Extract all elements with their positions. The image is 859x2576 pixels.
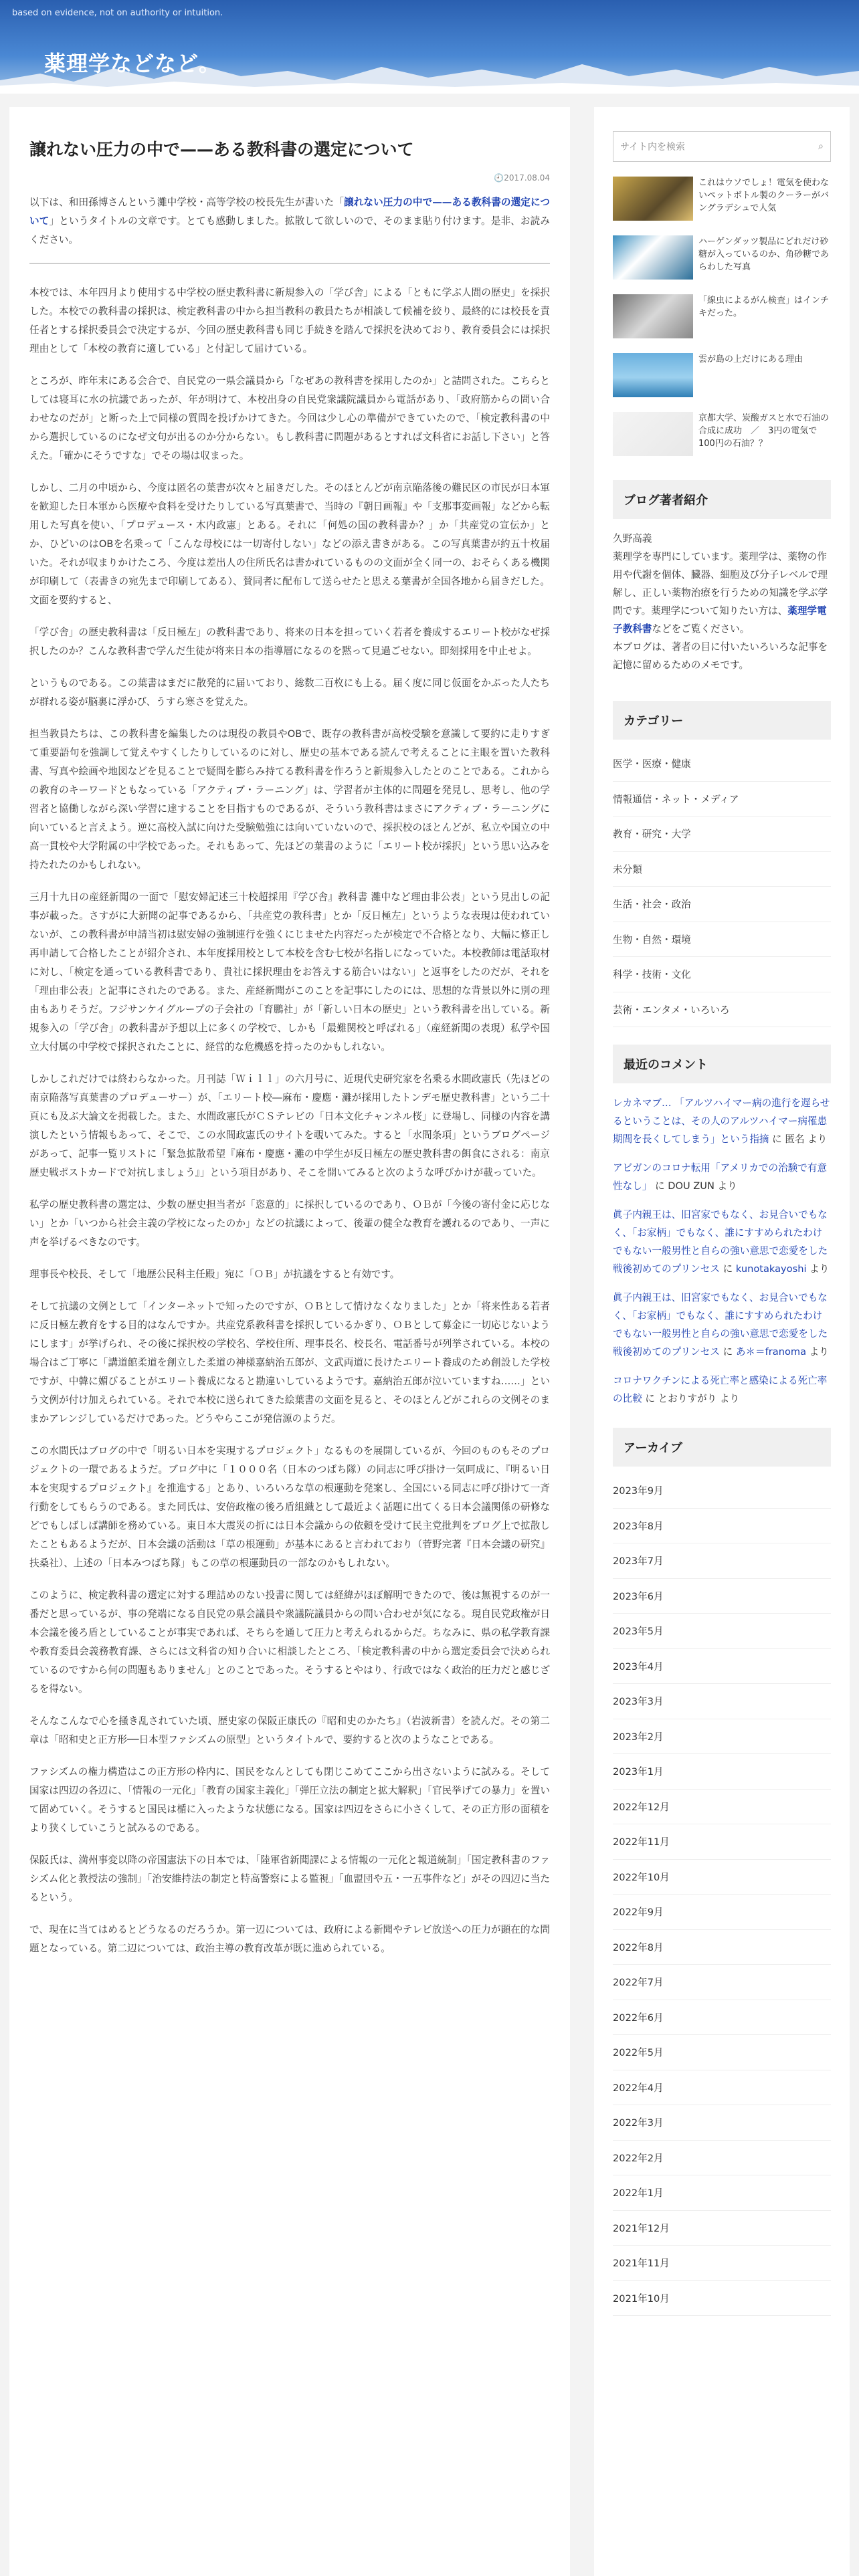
archive-item[interactable]: 2022年8月 — [613, 1930, 831, 1965]
comment-tail: に 匿名 より — [769, 1134, 828, 1145]
popular-post-title[interactable]: 雲が島の上だけにある理由 — [698, 354, 803, 364]
comment-author-link[interactable]: kunotakayoshi — [735, 1263, 807, 1275]
comment-post-link[interactable]: レカネマブ… 「アルツハイマー病の進行を遅らせるということは、その人のアルツハイマー病罹患期間を長くしてしまう」という指摘 — [613, 1097, 830, 1145]
archive-list — [613, 1473, 831, 2316]
search-input[interactable] — [613, 131, 831, 162]
archive-item[interactable]: 2021年12月 — [613, 2211, 831, 2246]
clock-icon: 🕘 — [494, 173, 504, 183]
popular-post-thumbnail[interactable] — [613, 177, 693, 221]
popular-post-item[interactable] — [613, 235, 831, 280]
site-title[interactable]: 薬理学などなど。 — [44, 51, 221, 76]
post-paragraph: 担当教員たちは、この教科書を編集したのは現役の教員やOBで、既存の教科書が高校受験を意識して要約に走りすぎて重要語句を強調して覚えやすくしたりしているのに対し、歴史の基本である読んで考えることに主眼を置いた教科書、写真や絵画や地図などを見ることで疑問を膨らみ持てる教科書を作ろうと新規参入したとのことである。これからの教育のキーワードともなっている「アクティブ・ラーニング」は、学習者が主体的に問題を発見し、思考し、他の学習者と協働しながら深い学習に達することを目指すものであるが、そういう教科書はまさにアクティブ・ラーニングに向いていると言えよう。逆に高校入試に向けた受験勉強には向いていないので、採択校のほとんどが、私立や国立の中高一貫校や大学附属の中学校であった。それもあって、先ほどの葉書のように「エリート校が採択」という思い込みを持たれたのかもしれない。 — [29, 728, 550, 871]
archive-item[interactable]: 2023年4月 — [613, 1649, 831, 1685]
popular-post-thumbnail[interactable] — [613, 235, 693, 280]
archive-item[interactable]: 2022年6月 — [613, 2000, 831, 2036]
author-note: 本ブログは、著者の目に付いたいろいろな記事を記憶に留めるためのメモです。 — [613, 641, 828, 671]
post-paragraph: そして抗議の文例として「インターネットで知ったのですが、ＯＢとして情けなくなりました」とか「将来性ある若者に反日極左教育をする目的はなんですか。共産党系教科書を採択しているかぎり、ＯＢとして募金に一切応じないようにします」が挙げられ、その後に採択校の学校名、学校住所、理事長名、校長名、電話番号が列挙されている。本校の場合はご丁寧に「講道館柔道を創立した柔道の神様嘉納治五郎が、文武両道に長けたエリート養成のため創設した学校ですが、中韓に媚びることがエリート養成になると勘違いしているようです。嘉納治五郎が泣いていますね……」という文例が付け加えられている。それで本校に送られてきた絵葉書の文面を見ると、そのほとんどがこれらの文例そのままかアレンジしているだけであった。どうやらここが発信源のようだ。 — [29, 1301, 550, 1424]
textbook-link[interactable]: 薬理学電子教科書 — [613, 605, 827, 635]
search-placeholder: サイト内を検索 — [620, 142, 686, 152]
category-heading: カテゴリー — [613, 701, 831, 740]
intro-after: 」というタイトルの文章です。とても感動しました。拡散して欲しいので、そのまま貼り付けます。是非、お読みください。 — [29, 215, 550, 245]
post-paragraph: ファシズムの権力構造はこの正方形の枠内に、国民をなんとしても閉じこめてここから出さないように試みる。そして国家は四辺の各辺に、「情報の一元化」「教育の国家主義化」「弾圧立法の制定と拡大解釈」「官民挙げての暴力」を置いて固めていく。そうすると国民は楯に入ったような状態になる。国家は四辺をさらに小さくして、その正方形の面積をより狭くしていこうと試みるのである。 — [29, 1766, 550, 1834]
comment-post-link[interactable]: アビガンのコロナ転用「アメリカでの治験で有意性なし」 — [613, 1162, 828, 1192]
archive-item[interactable]: 2023年8月 — [613, 1509, 831, 1544]
source-article-link[interactable]: 譲れない圧力の中で——ある教科書の選定について — [29, 197, 550, 227]
post-intro — [29, 193, 550, 249]
archive-item[interactable]: 2022年5月 — [613, 2035, 831, 2070]
author-heading: ブログ著者紹介 — [613, 480, 831, 519]
post-paragraph: 私学の歴史教科書の選定は、少数の歴史担当者が「恣意的」に採択しているのであり、ＯＢが「今後の寄付金に応じない」とか「いつから社会主義の学校になったのか」などの抗議によって、後輩の健全な教育を護れるのであり、一声に声を挙げるべきなのです。 — [29, 1199, 550, 1248]
post-paragraph: この水間氏はブログの中で「明るい日本を実現するプロジェクト」なるものを展開しているが、今回のものもそのプロジェクトの一環であるようだ。ブログ中に「１０００名（日本のつばち隊）の同志に呼び掛け一気呵成に、『明るい日本を実現するプロジェクト』を推進する」とあり、いろいろな草の根運動を発案し、全国にいる同志に呼び掛けて一斉行動をしてもらうのである。また同氏は、安倍政権の後ろ盾組織として最近よく話題に出てくる日本会議関係の研修などでもしばしば講師を務めている。東日本大震災の折には日本会議からの依頼を受けて民主党批判をブログ上で拡散したこともあるようだが、日本会議の活動は「草の根運動」が基本にあると言われており（菅野完著『日本会議の研究』扶桑社）、上述の「日本みつばち隊」もこの草の根運動員の一部なのかもしれない。 — [29, 1445, 550, 1569]
comment-tail: に — [719, 1263, 736, 1275]
post-paragraph: 「学び舎」の歴史教科書は「反日極左」の教科書であり、将来の日本を担っていく若者を養成するエリート校がなぜ採択したのか？こんな教科書で学んだ生徒が将来日本の指導層になるのを黙って見過ごせない。即刻採用を中止せよ。 — [29, 627, 550, 657]
post-paragraph: しかし、二月の中頃から、今度は匿名の葉書が次々と届きだした。そのほとんどが南京陥落後の難民区の市民が日本軍を歓迎した日本軍から医療や食料を受けたりしている写真葉書で、当時の『朝日画報』や「支那事変画報」などから転用した写真を使い、「プロデュース・木内政憲」とある。それに「何処の国の教科書か？」か「共産党の宣伝か」とか、ひどいのはOBを名乗って「こんな母校には一切寄付しない」などの添え書きがある。この写真葉書が約五十枚届いた。それが収まりかけたころ、今度は差出人の住所氏名は書かれているものの文面が全く同一の、おそらくある機関が印刷して（表書きの宛先まで印刷してある）、賛同者に配布して送らせたと思える葉書が全国各地から届きだした。文面を要約すると、 — [29, 482, 550, 606]
author-profile — [613, 530, 831, 674]
post-paragraph: ところが、昨年末にある会合で、自民党の一県会議員から「なぜあの教科書を採用したのか」と詰問された。こちらとしては寝耳に水の抗議であったが、年が明けて、本校出身の自民党衆議院議員から電話があり、「政府筋からの問い合わせなのだが」と断った上で同様の質問を投げかけてきた。今回は少し心の準備ができていたので、「検定教科書の中から選択しているのになぜ文句が出るのか分からない。もし教科書に問題があるとすれば文科省にお話し下さい」と答えた。「確かにそうですな」でその場は収まった。 — [29, 375, 550, 461]
category-item[interactable]: 生物・自然・環境 — [613, 922, 831, 958]
popular-post-thumbnail[interactable] — [613, 412, 693, 456]
post-paragraphs — [29, 284, 550, 1958]
main-article — [9, 107, 570, 2576]
comment-tail: に とおりすがり より — [642, 1393, 740, 1404]
comment-tail2: より — [806, 1346, 829, 1358]
archive-item[interactable]: 2022年7月 — [613, 1965, 831, 2000]
intro-before: 以下は、和田孫博さんという灘中学校・高等学校の校長先生が書いた「 — [29, 197, 345, 208]
sidebar — [594, 107, 850, 2576]
category-item[interactable]: 生活・社会・政治 — [613, 887, 831, 922]
popular-post-title[interactable]: 京都大学、炭酸ガスと水で石油の合成に成功 ／ 3円の電気で100円の石油？？ — [698, 413, 830, 449]
category-item[interactable]: 科学・技術・文化 — [613, 957, 831, 992]
popular-post-thumbnail[interactable] — [613, 353, 693, 397]
archive-item[interactable]: 2023年6月 — [613, 1579, 831, 1614]
site-header — [0, 0, 859, 94]
post-body — [29, 193, 550, 1958]
archive-item[interactable]: 2021年11月 — [613, 2246, 831, 2281]
author-name: 久野高義 — [613, 533, 652, 544]
archive-item[interactable]: 2022年11月 — [613, 1824, 831, 1860]
popular-post-item[interactable] — [613, 412, 831, 456]
comment-list — [613, 1094, 831, 1408]
comment-tail: に — [719, 1346, 736, 1358]
author-description — [613, 548, 831, 638]
category-item[interactable]: 医学・医療・健康 — [613, 746, 831, 782]
comment-post-link[interactable]: コロナワクチンによる死亡率と感染による死亡率の比較 — [613, 1375, 828, 1404]
archive-item[interactable]: 2023年2月 — [613, 1719, 831, 1755]
post-paragraph: そんなこんなで心を掻き乱されていた頃、歴史家の保阪正康氏の『昭和史のかたち』（岩波新書）を読んだ。その第二章は「昭和史と正方形──日本型ファシズムの原型」というタイトルで、要約すると次のようなことである。 — [29, 1715, 550, 1745]
archive-item[interactable]: 2023年9月 — [613, 1473, 831, 1509]
comment-tail: に DOU ZUN より — [652, 1180, 737, 1192]
search-icon[interactable]: ⌕ — [818, 141, 824, 152]
post-paragraph: というものである。この葉書はまだに散発的に届いており、総数二百枚にも上る。届く度に同じ仮面をかぶった人たちが群れる姿が脳裏に浮かび、うすら寒さを覚えた。 — [29, 677, 550, 708]
post-paragraph: 理事長や校長、そして「地歴公民科主任殿」宛に「ＯＢ」が抗議をすると有効です。 — [29, 1269, 400, 1280]
author-after: などをご覧ください。 — [652, 623, 750, 635]
post-paragraph: 三月十九日の産経新聞の一面で「慰安婦記述三十校超採用『学び舎』教科書 灘中など理由非公表」という見出しの記事が載った。さすがに大新聞の記事であるから、「共産党の教科書」とか「反日極左」というような表現は使われていないが、この教科書が申請当初は慰安婦の強制連行を強くにじませた内容だったが検定で不合格となり、大幅に修正し再申請して合格したことが紹介され、本年度採用校として本校を含む七校が名指しになっていた。本校教師は電話取材に対し、「検定を通っている教科書であり、貴社に採択理由をお答えする筋合いはない」と返事をしたのだが、それを「理由非公表」と記事にされたのである。また、産経新聞がこのことを記事にしたのには、思想的な背景以外に別の理由もありそうだ。フジサンケイグループの子会社の「育鵬社」が「新しい日本の歴史」という教科書を出している。新規参入の「学び舎」の教科書が予想以上に多くの学校で、しかも「最難関校と呼ばれる」（産経新聞の表現）私学や国立大付属の中学校で採択されたことに、経営的な危機感を持ったのかもしれない。 — [29, 891, 550, 1053]
post-date — [29, 173, 550, 183]
archive-item[interactable]: 2023年7月 — [613, 1543, 831, 1579]
archive-item[interactable]: 2023年3月 — [613, 1684, 831, 1719]
comment-item — [613, 1159, 831, 1195]
comment-item — [613, 1206, 831, 1278]
archive-item[interactable]: 2022年2月 — [613, 2141, 831, 2176]
archive-heading: アーカイブ — [613, 1428, 831, 1467]
post-date-text: 2017.08.04 — [504, 173, 550, 183]
comment-item — [613, 1372, 831, 1408]
popular-post-title[interactable]: 「線虫によるがん検査」はインチキだった。 — [698, 296, 830, 318]
archive-item[interactable]: 2022年9月 — [613, 1895, 831, 1930]
comments-heading: 最近のコメント — [613, 1045, 831, 1083]
comment-post-link[interactable]: 眞子内親王は、旧宮家でもなく、お見合いでもなく、「お家柄」でもなく、誰にすすめられたわけでもない一般男性と自らの強い意思で恋愛をした戦後初めてのプリンセス — [613, 1292, 828, 1358]
popular-post-title[interactable]: これはウソでしょ！電気を使わないペットボトル製のクーラーがバングラデシュで人気 — [698, 178, 830, 213]
post-paragraph: で、現在に当てはめるとどうなるのだろうか。第一辺については、政府による新聞やテレビ放送への圧力が顕在的な問題となっている。第二辺については、政治主導の教育改革が既に進められている。 — [29, 1924, 550, 1954]
category-item[interactable]: 未分類 — [613, 852, 831, 887]
comment-item — [613, 1289, 831, 1361]
site-tagline: based on evidence, not on authority or intuition. — [12, 8, 223, 18]
popular-post-item[interactable] — [613, 353, 831, 397]
archive-item[interactable]: 2022年10月 — [613, 1860, 831, 1895]
category-item[interactable]: 情報通信・ネット・メディア — [613, 782, 831, 817]
comment-tail2: より — [806, 1263, 830, 1275]
comment-item — [613, 1094, 831, 1148]
archive-item[interactable]: 2023年1月 — [613, 1754, 831, 1790]
popular-post-title[interactable]: ハーゲンダッツ製品にどれだけ砂糖が入っているのか、角砂糖であらわした写真 — [698, 237, 830, 272]
archive-item[interactable]: 2023年5月 — [613, 1614, 831, 1649]
comment-post-link[interactable]: 眞子内親王は、旧宮家でもなく、お見合いでもなく、「お家柄」でもなく、誰にすすめられたわけでもない一般男性と自らの強い意思で恋愛をした戦後初めてのプリンセス — [613, 1209, 828, 1275]
post-paragraph: 保阪氏は、満州事変以降の帝国憲法下の日本では、「陸軍省新聞課による情報の一元化と報道統制」「国定教科書のファシズム化と教授法の強制」「治安維持法の制定と特高警察による監視」「血盟団や五・一五事件など」がその四辺に当たるという。 — [29, 1854, 550, 1903]
popular-posts — [613, 177, 831, 456]
archive-item[interactable]: 2022年4月 — [613, 2070, 831, 2106]
popular-post-thumbnail[interactable] — [613, 294, 693, 338]
popular-post-item[interactable] — [613, 294, 831, 338]
category-item[interactable]: 教育・研究・大学 — [613, 817, 831, 852]
post-paragraph: 本校では、本年四月より使用する中学校の歴史教科書に新規参入の「学び舎」による「ともに学ぶ人間の歴史」を採択した。本校での教科書の採択は、検定教科書の中から担当教科の教員たちが相談して候補を絞り、最終的には校長を責任者とする採択委員会で決定するが、今回の歴史教科書も同じ手続きを踏んで採択を決めており、教育委員会には採択理由として「本校の教育に適している」と付記して届けている。 — [29, 287, 550, 354]
post-title: 譲れない圧力の中で——ある教科書の選定について — [29, 140, 414, 159]
post-paragraph: このように、検定教科書の選定に対する理詰めのない投書に関しては経緯がほぼ解明できたので、後は無視するのが一番だと思っているが、事の発端になる自民党の県会議員や衆議院議員からの問い合わせが気になる。現自民党政権が日本会議を後ろ盾としていることが事実であれば、そちらを通して圧力と考えられるからだ。ちなみに、県の私学教育課や教育委員会義務教育課、さらには文科省の知り合いに相談したところ、「検定教科書の中から選定委員会で決められているのですから何の問題もありません」とのことであった。そうするとやはり、行政ではなく政治的圧力だと感じざるを得ない。 — [29, 1590, 550, 1695]
category-item[interactable]: 芸術・エンタメ・いろいろ — [613, 992, 831, 1028]
comment-author-link[interactable]: あ＊＝franoma — [735, 1346, 807, 1358]
post-paragraph: しかしこれだけでは終わらなかった。月刊誌「Ｗｉｌｌ」の六月号に、近現代史研究家を名乗る水間政憲氏（先ほどの南京陥落写真葉書のプロデューサー）が、「エリート校―麻布・慶應・灘が採用したトンデモ歴史教科書」という二十頁にも及ぶ大論文を掲載した。また、水間政憲氏がＣＳテレビの「日本文化チャンネル桜」に登場し、同様の内容を講演したという情報もあって、そこで、この水間政憲氏のサイトを覗いてみた。すると「水間条項」というブログページがあって、記事一覧リストに「緊急拡散希望『麻布・慶應・灘の中学生が反日極左の歴史教科書の餌食にされる：南京歴史戦ポストカードで対抗しましょう』」という項目があり、そこを開いてみると次のような呼びかけが載っていた。 — [29, 1073, 550, 1178]
archive-item[interactable]: 2022年12月 — [613, 1790, 831, 1825]
archive-item[interactable]: 2022年3月 — [613, 2105, 831, 2141]
popular-post-item[interactable] — [613, 177, 831, 221]
author-before: 薬理学を専門にしています。薬理学は、薬物の作用や代謝を個体、臓器、細胞及び分子レベルで理解し、正しい薬物治療を行うための知識を学ぶ学問です。薬理学について知りたい方は、 — [613, 551, 828, 617]
category-list — [613, 746, 831, 1027]
archive-item[interactable]: 2021年10月 — [613, 2281, 831, 2317]
archive-item[interactable]: 2022年1月 — [613, 2175, 831, 2211]
